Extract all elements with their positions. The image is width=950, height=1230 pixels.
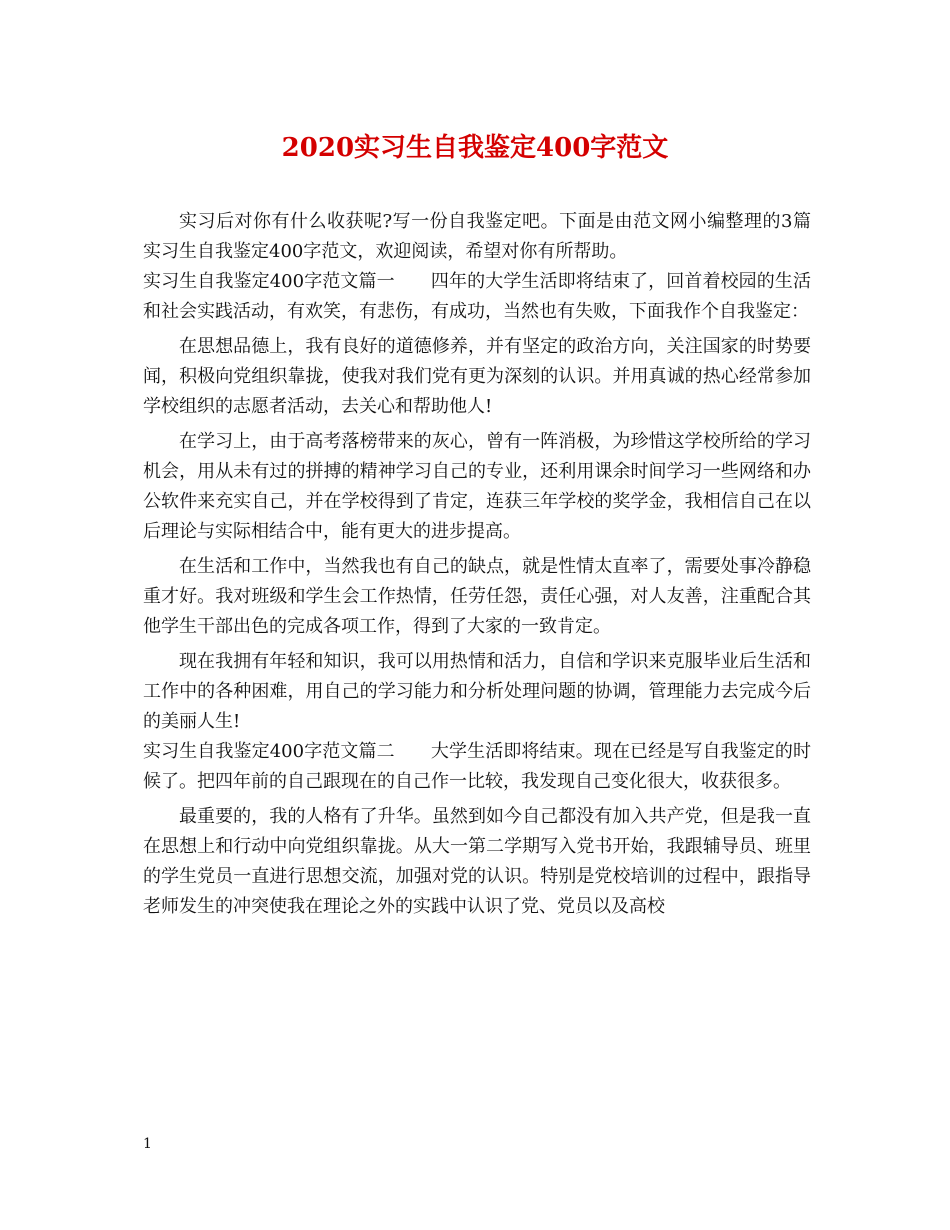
page-number: 1 bbox=[143, 1136, 152, 1152]
paragraph-intro: 实习后对你有什么收获呢?写一份自我鉴定吧。下面是由范文网小编整理的3篇实习生自我鉴定400字范文，欢迎阅读，希望对你有所帮助。 bbox=[143, 211, 811, 262]
document-title: 2020实习生自我鉴定400字范文 bbox=[281, 133, 669, 163]
paragraph-future: 现在我拥有年轻和知识，我可以用热情和活力，自信和学识来克服毕业后生活和工作中的各种困难，用自己的学习能力和分析处理问题的协调，管理能力去完成今后的美丽人生! bbox=[143, 651, 811, 732]
paragraph-personality: 最重要的，我的人格有了升华。虽然到如今自己都没有加入共产党，但是我一直在思想上和行动中向党组织靠拢。从大一第二学期写入党书开始，我跟辅导员、班里的学生党员一直进行思想交流，加强对党的认识。特别是党校培训的过程中，跟指导老师发生的冲突使我在理论之外的实践中认识了党、党员以及高校 bbox=[143, 806, 811, 917]
paragraph-life-work: 在生活和工作中，当然我也有自己的缺点，就是性情太直率了，需要处事冷静稳重才好。我对班级和学生会工作热情，任劳任怨，责任心强，对人友善，注重配合其他学生干部出色的完成各项工作，得到了大家的一致肯定。 bbox=[143, 556, 811, 637]
document-body bbox=[143, 207, 811, 922]
paragraph-section-one-heading: 实习生自我鉴定400字范文篇一 四年的大学生活即将结束了，回首着校园的生活和社会实践活动，有欢笑，有悲伤，有成功，当然也有失败，下面我作个自我鉴定： bbox=[143, 271, 811, 322]
paragraph-section-two-heading: 实习生自我鉴定400字范文篇二 大学生活即将结束。现在已经是写自我鉴定的时候了。把四年前的自己跟现在的自己作一比较，我发现自己变化很大，收获很多。 bbox=[143, 741, 811, 792]
paragraph-study: 在学习上，由于高考落榜带来的灰心，曾有一阵消极，为珍惜这学校所给的学习机会，用从未有过的拼搏的精神学习自己的专业，还利用课余时间学习一些网络和办公软件来充实自己，并在学校得到了肯定，连获三年学校的奖学金，我相信自己在以后理论与实际相结合中，能有更大的进步提高。 bbox=[143, 431, 811, 542]
paragraph-ideology: 在思想品德上，我有良好的道德修养，并有坚定的政治方向，关注国家的时势要闻，积极向党组织靠拢，使我对我们党有更为深刻的认识。并用真诚的热心经常参加学校组织的志愿者活动，去关心和帮助他人! bbox=[143, 336, 811, 417]
